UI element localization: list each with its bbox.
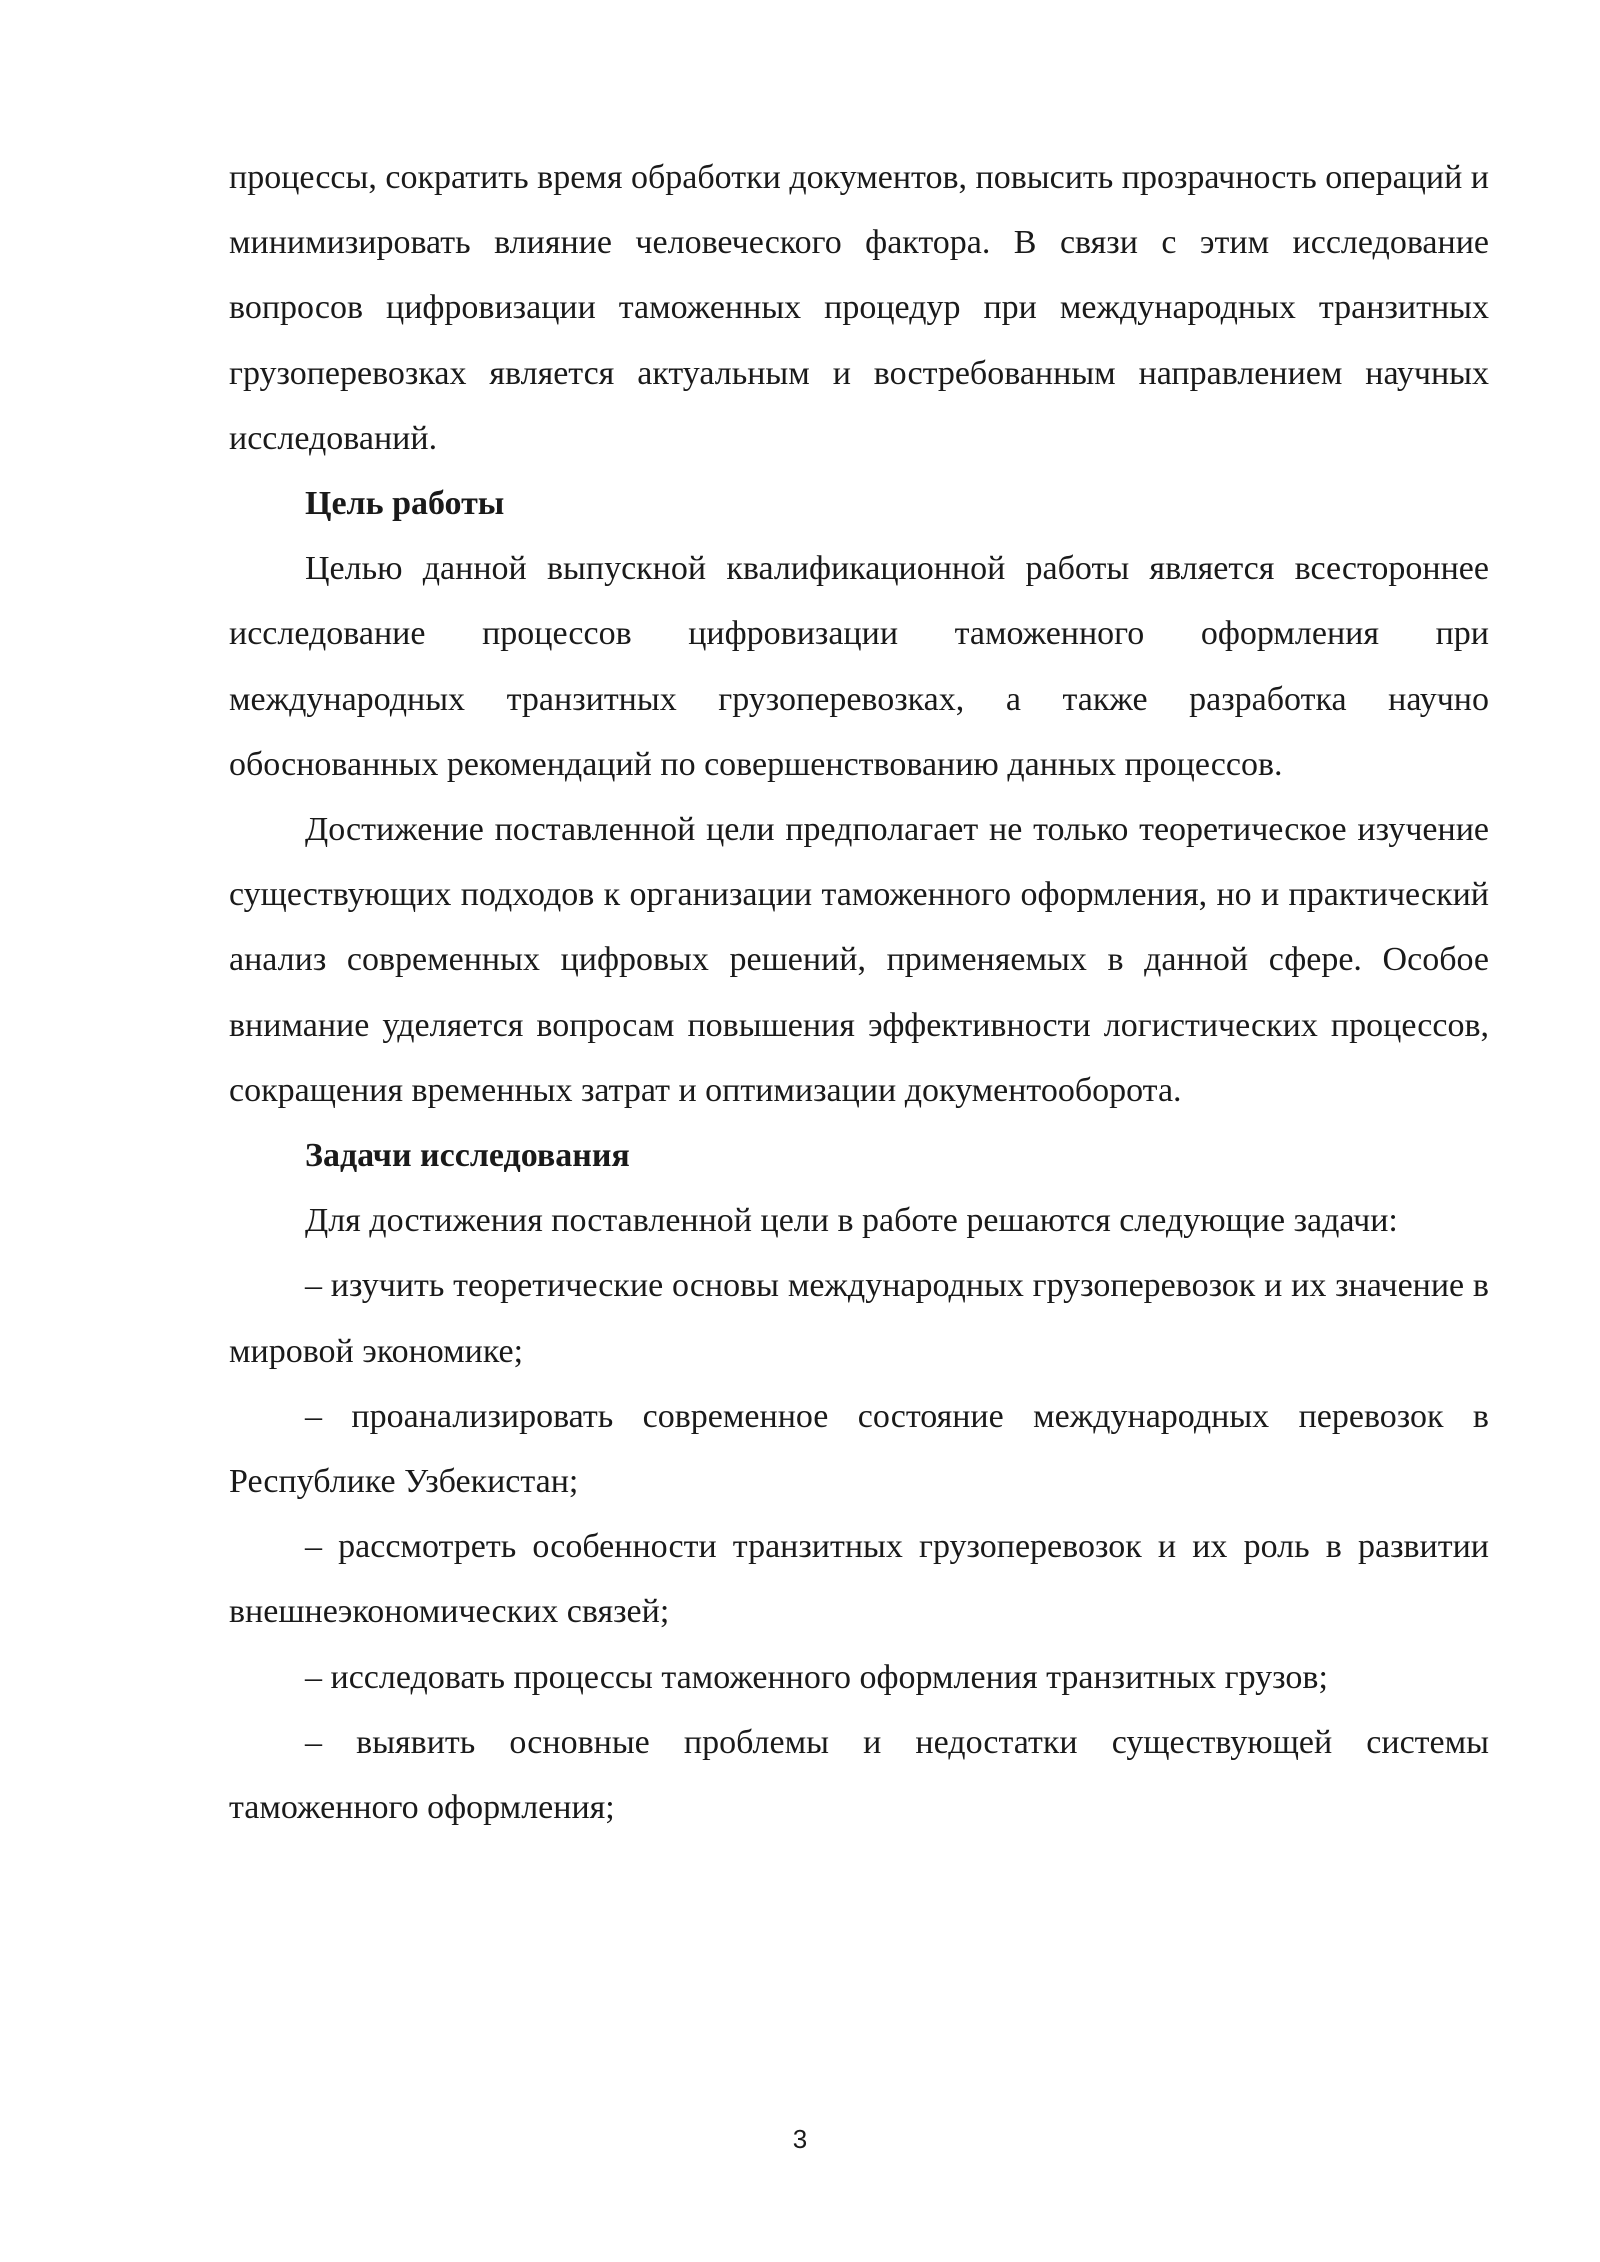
task-item: – проанализировать современное состояние международных перевозок в Республике Узбекистан; [229,1397,1489,1501]
page-number: 3 [792,2124,808,2154]
heading-goal: Цель работы [305,485,505,523]
paragraph-achievement: Достижение поставленной цели предполагает не только теоретическое изучение существующих подходов к организации таможенного оформления, но и практический анализ современных цифровых решений, применяемых в данной сфере. Особое внимание уделяется вопросам повышения эффективности логистических процессов, сокращения временных затрат и оптимизации документооборота. [229,811,1489,1109]
paragraph-intro: процессы, сократить время обработки документов, повысить прозрачность операций и минимизировать влияние человеческого фактора. В связи с этим исследование вопросов цифровизации таможенных процедур при международных транзитных грузоперевозках является актуальным и востребованным направлением научных исследований. [229,159,1489,457]
heading-tasks: Задачи исследования [305,1137,630,1175]
task-item: – исследовать процессы таможенного оформления транзитных грузов; [305,1658,1328,1696]
task-item: – изучить теоретические основы международных грузоперевозок и их значение в мировой экономике; [229,1267,1489,1370]
task-item: – выявить основные проблемы и недостатки существующей системы таможенного оформления; [229,1723,1489,1827]
document-body [229,145,1489,1840]
task-item: – рассмотреть особенности транзитных грузоперевозок и их роль в развитии внешнеэкономических связей; [229,1528,1489,1631]
paragraph-tasks-intro: Для достижения поставленной цели в работе решаются следующие задачи: [305,1202,1398,1240]
paragraph-goal: Целью данной выпускной квалификационной работы является всестороннее исследование процессов цифровизации таможенного оформления при международных транзитных грузоперевозках, а также разработка научно обоснованных рекомендаций по совершенствованию данных процессов. [229,550,1489,783]
